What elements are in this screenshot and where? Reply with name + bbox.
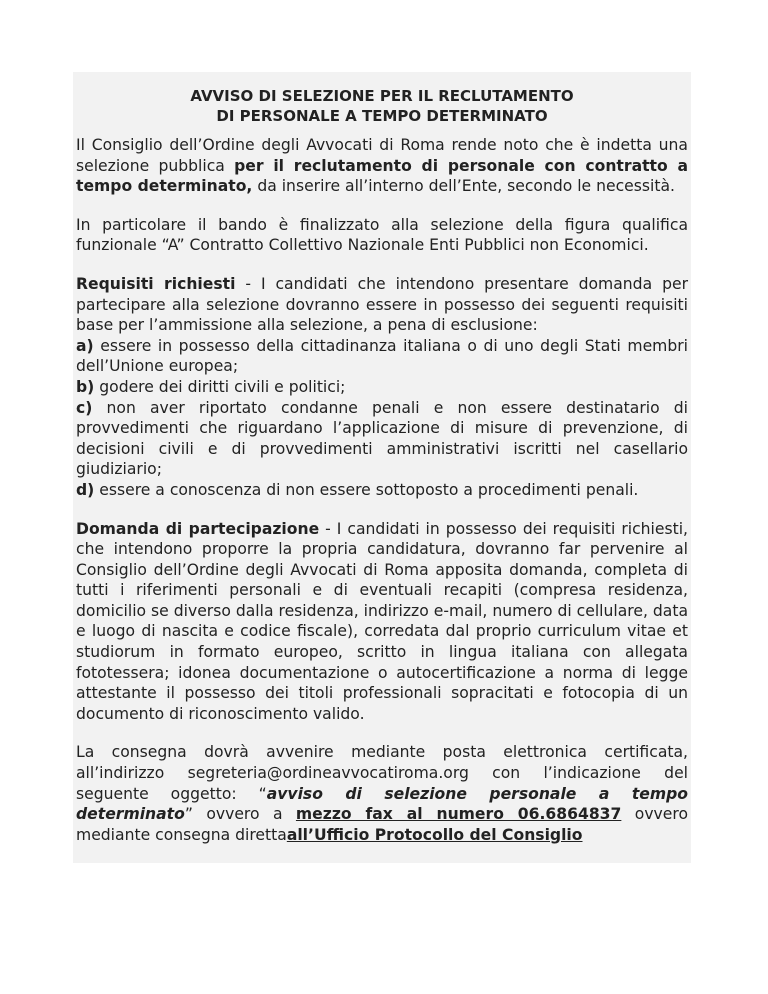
requisito-item-c	[76, 398, 688, 480]
consegna-text-2: ” ovvero a	[184, 805, 296, 824]
requisiti-heading: Requisiti richiesti	[76, 274, 236, 293]
requisiti-intro	[76, 274, 688, 336]
particolare-paragraph: In particolare il bando è finalizzato alla selezione della figura qualifica funzionale “A” Contratto Collettivo Nazionale Enti Pubblici non Economici.	[76, 215, 688, 255]
intro-paragraph	[76, 135, 688, 197]
consegna-text: La consegna dovrà avvenire mediante posta elettronica certificata, all’indirizzo segreteria@ordineavvocatiroma.org con l’indicazione del seguente oggetto: “	[76, 743, 688, 803]
title-line-2: DI PERSONALE A TEMPO DETERMINATO	[216, 107, 548, 125]
requisito-item-d	[76, 480, 688, 501]
domanda-text: - I candidati in possesso dei requisiti richiesti, che intendono proporre la propria candidatura, dovranno far pervenire al Consiglio dell’Ordine degli Avvocati di Roma apposita domanda, completa di tutti i riferimenti personali e di eventuali recapiti (compresa residenza, domicilio se diverso dalla residenza, indirizzo e-mail, numero di cellulare, data e luogo di nascita e codice fiscale), corredata dal proprio curriculum vitae et studiorum in formato europeo, scritto in lingua italiana con allegata fototessera; idonea documentazione o autocertificazione a norma di legge attestante il possesso dei titoli professionali sopracitati e fotocopia di un documento di riconoscimento valido.	[76, 519, 689, 723]
ufficio-protocollo: all’Ufficio Protocollo del Consiglio	[286, 825, 583, 844]
requisiti-section	[76, 274, 688, 501]
item-text: essere in possesso della cittadinanza italiana o di uno degli Stati membri dell’Unione europea;	[76, 336, 688, 376]
document-title	[76, 86, 688, 126]
email-subject: avviso di selezione personale a tempo determinato	[76, 784, 688, 824]
domanda-heading: Domanda di partecipazione	[76, 519, 320, 538]
requisito-item-a	[76, 336, 688, 377]
intro-text: Il Consiglio dell’Ordine degli Avvocati di Roma rende noto che è indetta una selezione pubblica	[76, 136, 688, 175]
consegna-text-3: ovvero mediante consegna diretta	[76, 805, 688, 844]
item-text: essere a conoscenza di non essere sottoposto a procedimenti penali.	[94, 480, 639, 499]
title-line-1: AVVISO DI SELEZIONE PER IL RECLUTAMENTO	[190, 87, 574, 105]
intro-bold-text: per il reclutamento di personale con contratto a tempo determinato,	[76, 156, 689, 196]
fax-number: mezzo fax al numero 06.6864837	[295, 805, 622, 824]
item-text: non aver riportato condanne penali e non essere destinatario di provvedimenti che riguardano l’applicazione di misure di prevenzione, di decisioni civili e di provvedimenti amministrativi iscritti nel casellario giudiziario;	[76, 398, 688, 479]
consegna-paragraph	[76, 742, 688, 845]
item-marker: c)	[76, 398, 93, 417]
item-marker: a)	[76, 336, 94, 355]
document-page	[73, 72, 691, 863]
intro-text-end: da inserire all’interno dell’Ente, secondo le necessità.	[252, 177, 675, 196]
domanda-paragraph	[76, 519, 688, 725]
item-marker: d)	[76, 480, 95, 499]
requisiti-text: - I candidati che intendono presentare domanda per partecipare alla selezione dovranno essere in possesso dei seguenti requisiti base per l’ammissione alla selezione, a pena di esclusione:	[76, 274, 688, 335]
item-text: godere dei diritti civili e politici;	[94, 377, 346, 396]
requisito-item-b	[76, 377, 688, 398]
item-marker: b)	[76, 377, 95, 396]
